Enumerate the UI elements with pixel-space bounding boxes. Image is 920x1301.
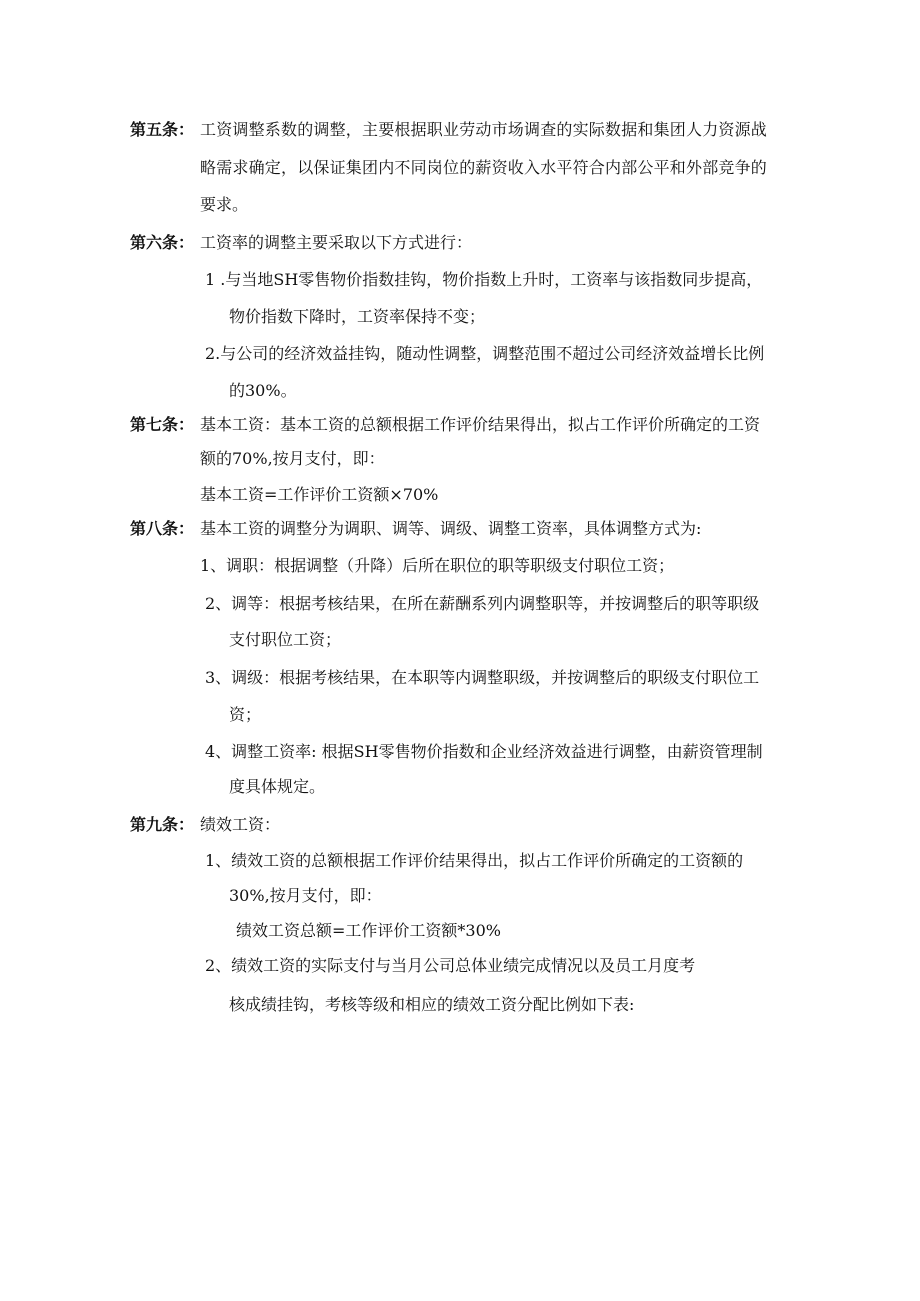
article-5-heading: 第五条： xyxy=(130,120,195,139)
article-8-item-4-line-1: 4、调整工资率: 根据SH零售物价指数和企业经济效益进行调整，由薪资管理制 xyxy=(205,742,763,761)
article-6-intro: 工资率的调整主要采取以下方式进行： xyxy=(200,233,473,252)
article-9-item-2-line-1: 2、绩效工资的实际支付与当月公司总体业绩完成情况以及员工月度考 xyxy=(205,956,696,975)
article-7-heading: 第七条： xyxy=(130,415,195,434)
article-7-line-2: 额的70%,按月支付，即： xyxy=(200,449,385,468)
article-6-item-2-line-1: 2.与公司的经济效益挂钩，随动性调整，调整范围不超过公司经济效益增长比例 xyxy=(205,344,765,363)
article-8-heading: 第八条： xyxy=(130,519,195,538)
article-8-item-2-line-1: 2、调等：根据考核结果，在所在薪酬系列内调整职等，并按调整后的职等职级 xyxy=(205,594,760,613)
article-6-item-1-line-1: 1 .与当地SH零售物价指数挂钩，物价指数上升时，工资率与该指数同步提高， xyxy=(205,270,763,289)
article-5-line-3: 要求。 xyxy=(200,195,249,214)
article-7-formula: 基本工资=工作评价工资额×70% xyxy=(200,485,439,504)
article-5-line-2: 略需求确定，以保证集团内不同岗位的薪资收入水平符合内部公平和外部竞争的 xyxy=(200,158,768,177)
article-7-line-1: 基本工资：基本工资的总额根据工作评价结果得出，拟占工作评价所确定的工资 xyxy=(200,415,761,434)
article-9-item-1-formula: 绩效工资总额=工作评价工资额*30% xyxy=(236,921,501,940)
article-8-item-1-line-1: 1、调职：根据调整（升降）后所在职位的职等职级支付职位工资； xyxy=(200,556,675,575)
article-5-line-1: 工资调整系数的调整，主要根据职业劳动市场调查的实际数据和集团人力资源战 xyxy=(200,120,768,139)
article-6-item-2-line-2: 的30%。 xyxy=(229,381,297,400)
article-8-item-3-line-1: 3、调级：根据考核结果，在本职等内调整职级，并按调整后的职级支付职位工 xyxy=(205,668,760,687)
article-6-heading: 第六条： xyxy=(130,233,195,252)
article-8-item-2-line-2: 支付职位工资； xyxy=(229,630,342,649)
article-9-item-1-line-1: 1、绩效工资的总额根据工作评价结果得出，拟占工作评价所确定的工资额的 xyxy=(205,851,744,870)
article-8-item-3-line-2: 资； xyxy=(229,705,262,724)
article-9-intro: 绩效工资： xyxy=(200,815,281,834)
article-6-item-1-line-2: 物价指数下降时，工资率保持不变； xyxy=(229,307,486,326)
article-9-item-2-line-2: 核成绩挂钩，考核等级和相应的绩效工资分配比例如下表: xyxy=(229,995,635,1014)
article-8-item-4-line-2: 度具体规定。 xyxy=(229,777,326,796)
article-9-heading: 第九条： xyxy=(130,815,195,834)
article-9-item-1-line-2: 30%,按月支付，即： xyxy=(229,886,382,905)
article-8-intro: 基本工资的调整分为调职、调等、调级、调整工资率，具体调整方式为: xyxy=(200,519,702,538)
